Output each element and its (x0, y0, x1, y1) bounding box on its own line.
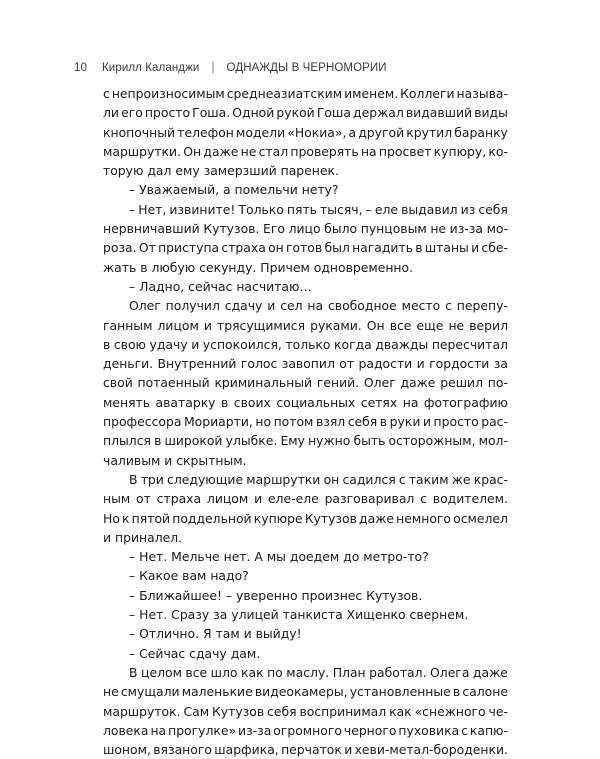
text-line: и приналел. (103, 529, 183, 545)
text-line: – Отлично. Я там и выйду! (129, 626, 302, 642)
text-line: В три следующие маршрутки он садился с таким же крас- (129, 471, 508, 487)
text-line: Но к пятой поддельной купюре Кутузов даже немного осмелел (103, 510, 508, 526)
text-line: шоном, вязаного шарфика, перчаток и хеви-метал-бороденки. (103, 742, 508, 758)
book-title: ОДНАЖДЫ В ЧЕРНОМОРИИ (226, 62, 387, 74)
text-line: – Нет, извините! Только пять тысяч, – еле выдавил из себя (129, 201, 508, 217)
text-line: – Ладно, сейчас насчитаю… (129, 278, 312, 294)
body-text (103, 84, 508, 759)
text-line: – Нет. Сразу за улицей танкиста Хищенко свернем. (129, 607, 469, 623)
header-separator: | (211, 62, 215, 74)
text-line: – Уважаемый, а помельчи нету? (129, 182, 339, 198)
text-line: в свою удачу и успокоился, только когда дважды пересчитал (103, 336, 508, 352)
text-line: ганным лицом и трясущимися руками. Он все еще не верил (103, 317, 508, 333)
text-line: чаливым и скрытным. (103, 452, 247, 468)
text-line: торую дал ему замерзший паренек. (103, 163, 339, 179)
author-name: Кирилл Каланджи (102, 62, 200, 74)
text-line: ли его просто Гоша. Одной рукой Гоша держал видавший виды (103, 105, 508, 121)
text-line: жать в любую секунду. Причем одновременно. (103, 259, 414, 275)
text-line: нервничавший Кутузов. Его лицо было пунцовым не из-за мо- (103, 221, 508, 237)
text-line: ловека на прогулке» из-за огромного черного пуховика с капю- (103, 722, 508, 738)
text-line: менять аватарку в своих социальных сетях на фотографию (103, 394, 508, 410)
text-line: маршрутки. Он даже не стал проверять на просвет купюру, ко- (103, 143, 508, 159)
page-number: 10 (74, 62, 87, 74)
text-line: плылся в широкой улыбке. Ему нужно быть осторожным, мол- (103, 433, 508, 449)
text-line: В целом все шло как по маслу. План работал. Олега даже (129, 664, 508, 680)
text-line: Олег получил сдачу и сел на свободное место с перепу- (129, 298, 508, 314)
text-line: роза. От приступа страха он готов был нагадить в штаны и сбе- (103, 240, 508, 256)
text-line: не смущали маленькие видеокамеры, установленные в салоне (103, 684, 508, 700)
text-line: с непроизносимым среднеазиатским именем. Коллеги называ- (103, 86, 508, 101)
text-line: ным от страха лицом и еле-еле разговаривал с водителем. (103, 491, 508, 507)
text-line: – Нет. Мельче нет. А мы доедем до метро-то? (129, 549, 429, 565)
text-line: – Ближайшее! – уверенно произнес Кутузов. (129, 587, 423, 603)
text-line: кнопочный телефон модели «Нокиа», а другой крутил баранку (103, 124, 508, 140)
text-line: профессора Мориарти, но потом взял себя в руки и просто рас- (103, 414, 508, 430)
text-line: – Сейчас сдачу дам. (129, 645, 261, 661)
text-line: свой потаенный криминальный гений. Олег даже решил по- (103, 375, 508, 391)
text-line: деньги. Внутренний голос завопил от радости и гордости за (103, 356, 508, 372)
text-line: маршруток. Сам Кутузов себя воспринимал как «снежного че- (103, 703, 508, 719)
running-head (74, 62, 514, 74)
text-line: – Какое вам надо? (129, 568, 249, 584)
